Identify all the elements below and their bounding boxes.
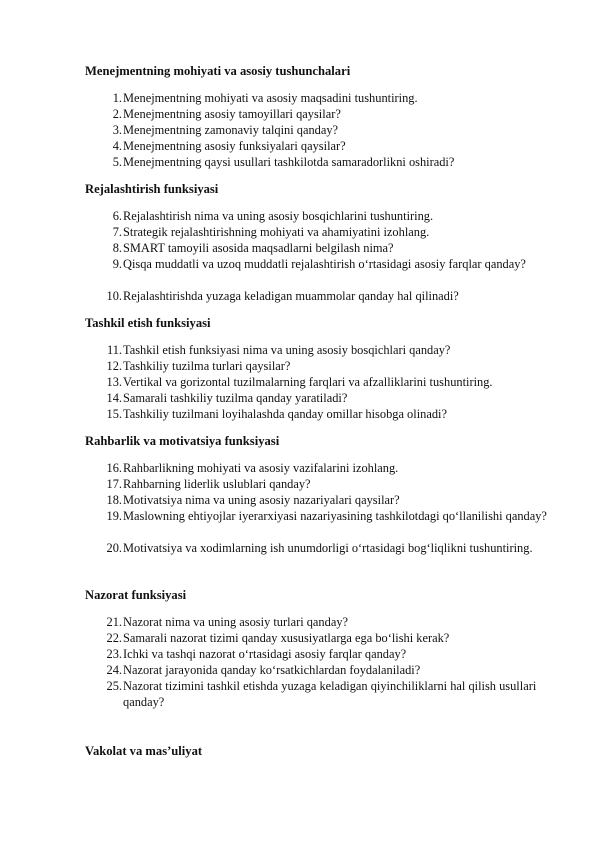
section-heading: Menejmentning mohiyati va asosiy tushunchalari xyxy=(85,64,351,78)
item-number: 1. xyxy=(112,91,122,105)
item-text: Rejalashtirish nima va uning asosiy bosqichlarini tushuntiring. xyxy=(123,209,434,223)
section-heading: Rejalashtirish funksiyasi xyxy=(85,182,219,196)
section-heading: Nazorat funksiyasi xyxy=(85,588,187,602)
item-text: Samarali tashkiliy tuzilma qanday yaratiladi? xyxy=(123,391,348,405)
item-number: 15. xyxy=(106,407,122,421)
item-number: 18. xyxy=(106,493,122,507)
item-number: 25. xyxy=(106,679,122,693)
item-number: 14. xyxy=(106,391,122,405)
item-number: 3. xyxy=(112,123,122,137)
item-text: Nazorat tizimini tashkil etishda yuzaga keladigan qiyinchiliklarni hal qilish usullari qanday? xyxy=(123,679,537,709)
item-text: Vertikal va gorizontal tuzilmalarning farqlari va afzalliklarini tushuntiring. xyxy=(123,375,493,389)
item-number: 24. xyxy=(106,663,122,677)
item-text: Rejalashtirishda yuzaga keladigan muammolar qanday hal qilinadi? xyxy=(123,289,459,303)
item-text: Ichki va tashqi nazorat o‘rtasidagi asosiy farqlar qanday? xyxy=(123,647,407,661)
item-text: Tashkiliy tuzilma turlari qaysilar? xyxy=(123,359,291,373)
item-text: Nazorat jarayonida qanday ko‘rsatkichlardan foydalaniladi? xyxy=(123,663,421,677)
item-number: 11. xyxy=(106,343,122,357)
item-number: 8. xyxy=(112,241,122,255)
item-number: 10. xyxy=(106,289,122,303)
item-number: 20. xyxy=(106,541,122,555)
item-text: Menejmentning mohiyati va asosiy maqsadini tushuntiring. xyxy=(123,91,418,105)
item-text: Menejmentning asosiy funksiyalari qaysilar? xyxy=(123,139,346,153)
item-number: 16. xyxy=(106,461,122,475)
section-heading: Tashkil etish funksiyasi xyxy=(85,316,211,330)
item-number: 22. xyxy=(106,631,122,645)
item-text: Qisqa muddatli va uzoq muddatli rejalashtirish o‘rtasidagi asosiy farqlar qanday? xyxy=(123,257,526,271)
item-text: Rahbarning liderlik uslublari qanday? xyxy=(123,477,311,491)
section-heading: Rahbarlik va motivatsiya funksiyasi xyxy=(85,434,280,448)
item-number: 21. xyxy=(106,615,122,629)
item-text: Motivatsiya va xodimlarning ish unumdorligi o‘rtasidagi bog‘liqlikni tushuntiring. xyxy=(123,541,533,555)
item-number: 17. xyxy=(106,477,122,491)
item-text: Menejmentning qaysi usullari tashkilotda samaradorlikni oshiradi? xyxy=(123,155,455,169)
item-number: 6. xyxy=(112,209,122,223)
item-text: Samarali nazorat tizimi qanday xususiyatlarga ega bo‘lishi kerak? xyxy=(123,631,450,645)
item-text: Rahbarlikning mohiyati va asosiy vazifalarini izohlang. xyxy=(123,461,399,475)
item-number: 4. xyxy=(112,139,122,153)
section-heading: Vakolat va mas’uliyat xyxy=(85,744,203,758)
item-text: Motivatsiya nima va uning asosiy nazariyalari qaysilar? xyxy=(123,493,400,507)
item-number: 12. xyxy=(106,359,122,373)
item-number: 13. xyxy=(106,375,122,389)
item-number: 5. xyxy=(112,155,122,169)
item-text: Tashkil etish funksiyasi nima va uning asosiy bosqichlari qanday? xyxy=(123,343,451,357)
item-text: Tashkiliy tuzilmani loyihalashda qanday omillar hisobga olinadi? xyxy=(123,407,447,421)
item-text: Menejmentning asosiy tamoyillari qaysilar? xyxy=(123,107,341,121)
item-text: SMART tamoyili asosida maqsadlarni belgilash nima? xyxy=(123,241,394,255)
item-number: 7. xyxy=(112,225,122,239)
item-text: Nazorat nima va uning asosiy turlari qanday? xyxy=(123,615,349,629)
item-number: 23. xyxy=(106,647,122,661)
item-text: Menejmentning zamonaviy talqini qanday? xyxy=(123,123,339,137)
item-text: Strategik rejalashtirishning mohiyati va ahamiyatini izohlang. xyxy=(123,225,430,239)
item-number: 9. xyxy=(112,257,122,271)
item-number: 19. xyxy=(106,509,122,523)
item-number: 2. xyxy=(112,107,122,121)
item-text: Maslowning ehtiyojlar iyerarxiyasi nazariyasining tashkilotdagi qo‘llanilishi qanday? xyxy=(123,509,547,523)
